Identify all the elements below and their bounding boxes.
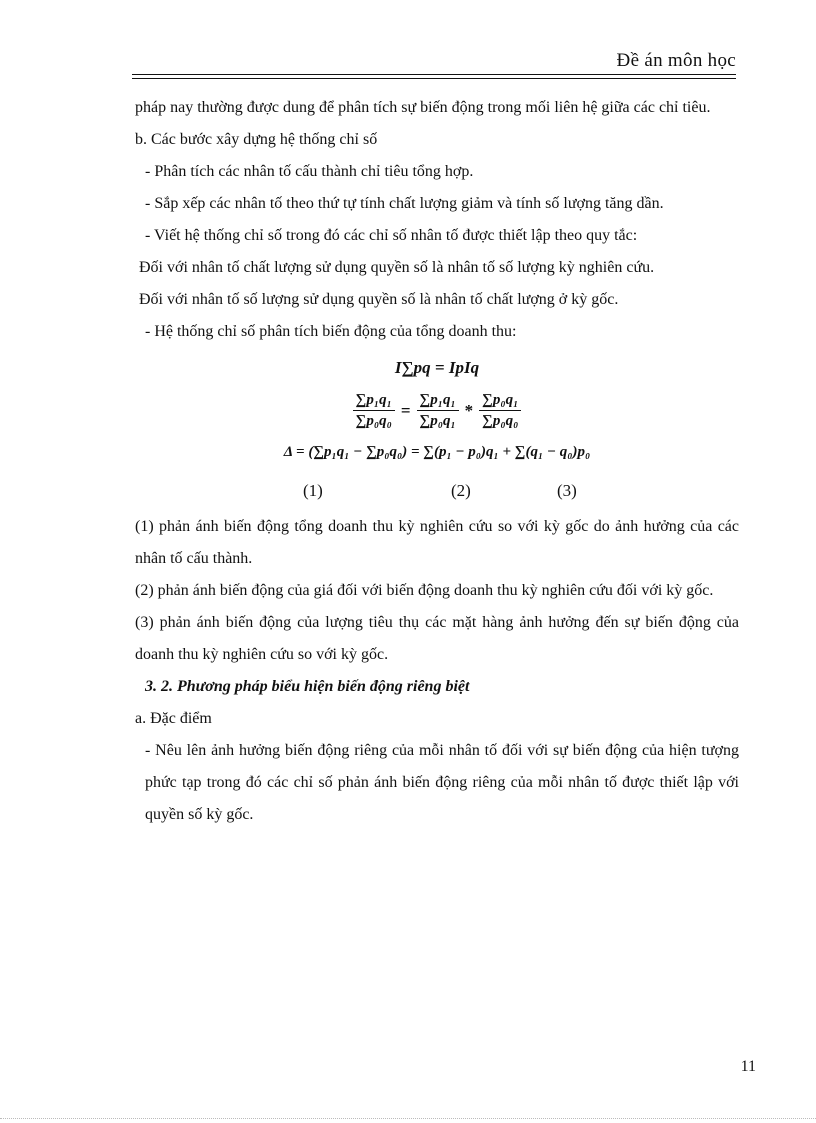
document-body (135, 92, 739, 831)
section-heading: 3. 2. Phương pháp biểu hiện biến động riêng biệt (145, 678, 470, 695)
formula-index-product: I∑pq = IpIq (394, 358, 480, 377)
term-label-2: (2) (451, 481, 471, 500)
step-write-system: - Viết hệ thống chỉ số trong đó các chỉ số nhân tố được thiết lập theo quy tắc: (145, 227, 638, 244)
step-analyze-factors: - Phân tích các nhân tố cấu thành chỉ tiêu tổng hợp. (145, 163, 474, 180)
formula-term-labels (135, 475, 739, 511)
subheading-steps: b. Các bước xây dựng hệ thống chỉ số (135, 131, 378, 148)
formula-index-fractions (135, 390, 739, 431)
subheading-features: a. Đặc điểm (135, 710, 212, 727)
fraction-price-index (417, 390, 459, 431)
footer-dotted-rule (0, 1118, 816, 1119)
fraction-lhs (353, 390, 395, 431)
explanation-2: (2) phản ánh biến động của giá đối với biến động doanh thu kỳ nghiên cứu đối với kỳ gốc. (135, 582, 714, 599)
equals-sign: = (400, 400, 411, 420)
term-label-1: (1) (303, 481, 323, 500)
fraction-denominator: ∑p₀q₀ (355, 413, 392, 429)
explanation-3: (3) phản ánh biến động của lượng tiêu thụ các mặt hàng ảnh hưởng đến sự biến động của doanh thu kỳ nghiên cứu so với kỳ gốc. (135, 614, 739, 663)
rule-quality-factor: Đối với nhân tố chất lượng sử dụng quyền số là nhân tố số lượng kỳ nghiên cứu. (139, 259, 655, 276)
multiply-sign: * (464, 400, 474, 420)
fraction-numerator: ∑p₀q₁ (479, 390, 521, 411)
header-rule-bottom (132, 78, 736, 79)
section-body: - Nêu lên ảnh hưởng biến động riêng của mỗi nhân tố đối với sự biến động của hiện tượng phức tạp trong đó các chỉ số phản ánh biến động riêng của mỗi nhân tố được thiết lập với quyền số kỳ gốc. (145, 742, 739, 823)
fraction-quantity-index (479, 390, 521, 431)
term-label-3: (3) (557, 481, 577, 500)
page-number: 11 (740, 1058, 756, 1075)
revenue-index-intro: - Hệ thống chỉ số phân tích biến động của tổng doanh thu: (145, 323, 517, 340)
page-header-title: Đề án môn học (616, 50, 736, 71)
fraction-numerator: ∑p₁q₁ (417, 390, 459, 411)
step-sort-factors: - Sắp xếp các nhân tố theo thứ tự tính chất lượng giảm và tính số lượng tăng dần. (145, 195, 664, 212)
fraction-denominator: ∑p₀q₀ (482, 413, 519, 429)
paragraph-continuation: pháp nay thường được dung để phân tích sự biến động trong mối liên hệ giữa các chỉ tiêu. (135, 99, 711, 116)
rule-quantity-factor: Đối với nhân tố số lượng sử dụng quyền số là nhân tố chất lượng ở kỳ gốc. (139, 291, 619, 308)
fraction-numerator: ∑p₁q₁ (353, 390, 395, 411)
explanation-1: (1) phản ánh biến động tổng doanh thu kỳ nghiên cứu so với kỳ gốc do ảnh hưởng của các nhân tố cấu thành. (135, 518, 739, 567)
fraction-denominator: ∑p₀q₁ (419, 413, 456, 429)
formula-absolute-change: Δ = (∑p₁q₁ − ∑p₀q₀) = ∑(p₁ − p₀)q₁ + ∑(q₁ − q₀)p₀ (283, 444, 591, 460)
header-rule-top (132, 74, 736, 75)
